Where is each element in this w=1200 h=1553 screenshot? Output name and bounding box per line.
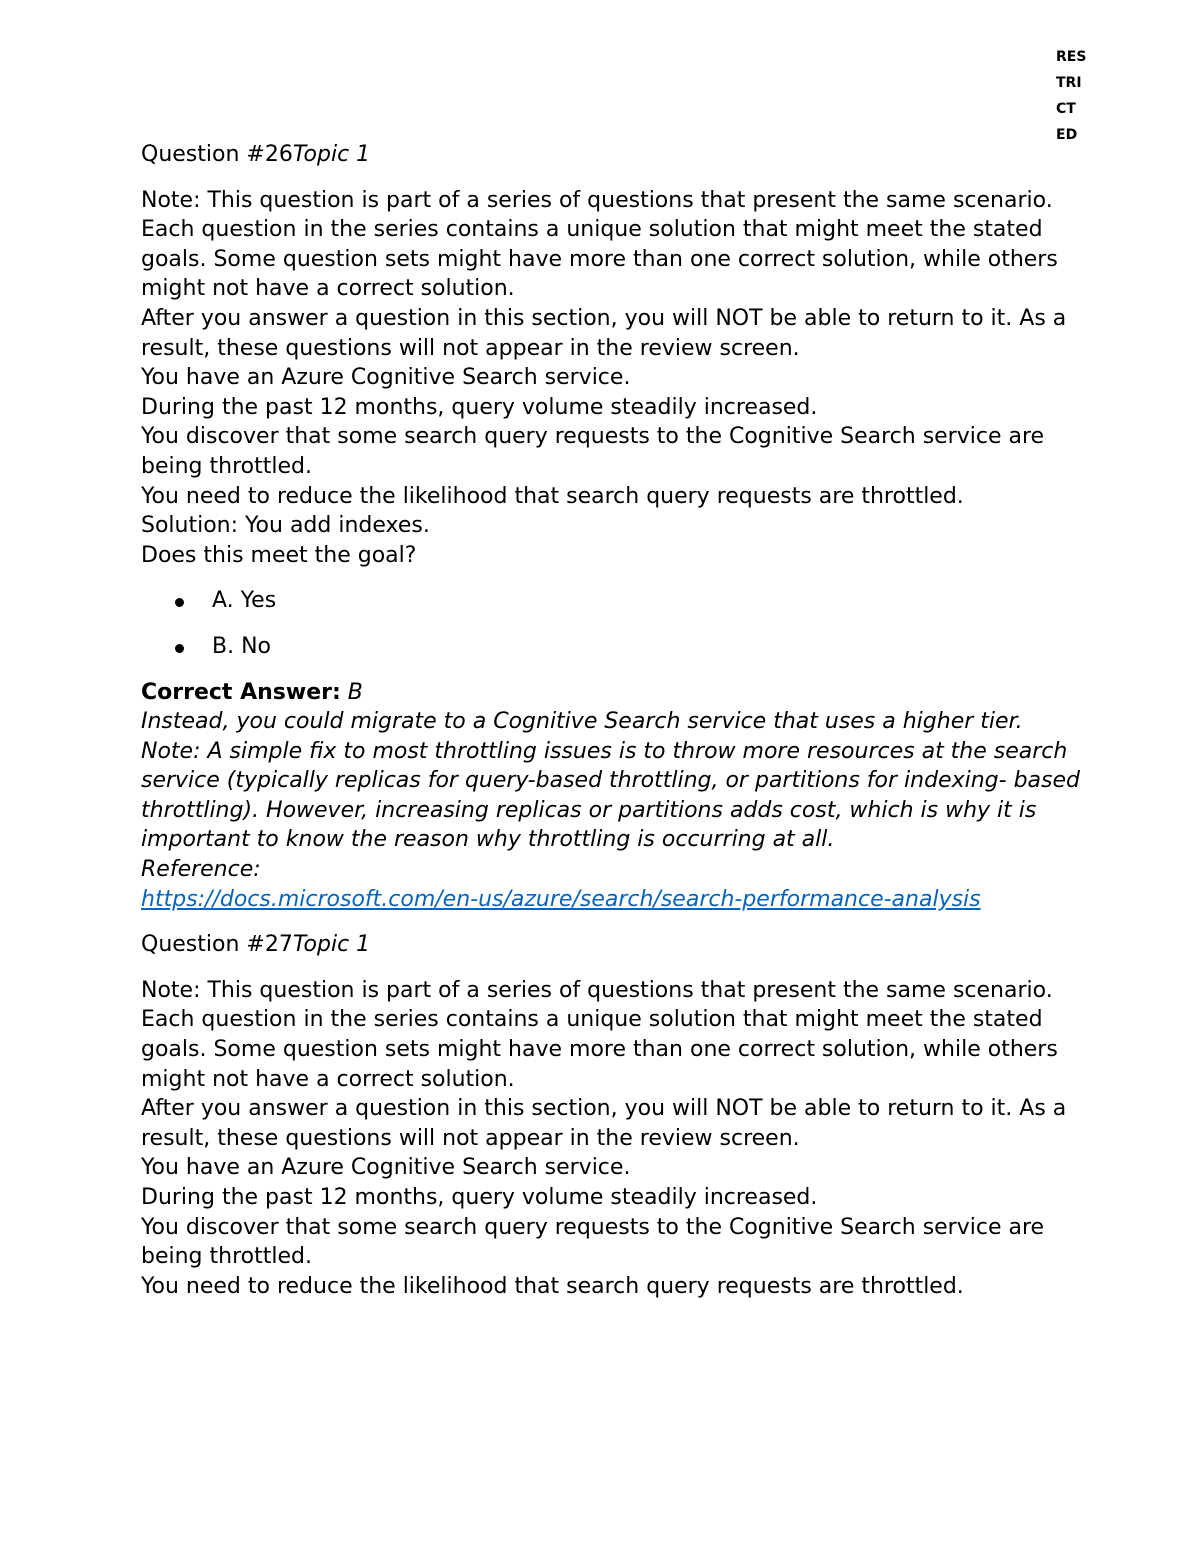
document-body (141, 140, 1081, 1301)
question-26 (141, 140, 1081, 914)
question-number: Question #27 (141, 932, 293, 958)
reference-link[interactable]: https://docs.microsoft.com/en-us/azure/search/search-performance-analysis (141, 886, 981, 912)
question-text: You need to reduce the likelihood that search query requests are throttled. (141, 1273, 964, 1299)
stamp-line: ED (1056, 127, 1078, 143)
question-topic: Topic 1 (292, 142, 371, 167)
answer-option[interactable] (141, 632, 1081, 662)
stamp-line: RES (1056, 49, 1087, 65)
question-text: Solution: You add indexes. (141, 513, 430, 539)
bullet-icon (175, 644, 184, 653)
question-text: You have an Azure Cognitive Search service. (141, 365, 631, 391)
correct-answer-label: Correct Answer: (141, 679, 341, 705)
answer-option-label: B. No (212, 633, 271, 659)
question-text: Does this meet the goal? (141, 542, 417, 568)
question-text: Note: This question is part of a series of questions that present the same scenario. Each question in the series contains a unique solution that might meet the stated goals. Some question sets might have more than one correct solution, while others might not have a correct solution. (141, 977, 1058, 1092)
explanation-text: Instead, you could migrate to a Cognitive Search service that uses a higher tier. (141, 709, 1023, 735)
question-number: Question #26 (141, 142, 293, 167)
question-text: You discover that some search query requests to the Cognitive Search service are being throttled. (141, 424, 1045, 479)
question-text: You have an Azure Cognitive Search service. (141, 1155, 631, 1181)
question-topic: Topic 1 (292, 932, 371, 958)
question-27 (141, 930, 1081, 1301)
question-text: Note: This question is part of a series of questions that present the same scenario. Each question in the series contains a unique solution that might meet the stated goals. Some question sets might have more than one correct solution, while others might not have a correct solution. (141, 187, 1058, 302)
correct-answer-value: B (340, 679, 363, 705)
question-text: During the past 12 months, query volume steadily increased. (141, 1185, 818, 1210)
explanation-text: Note: A simple fix to most throttling issues is to throw more resources at the search service (typically replicas for query-based throttling, or partitions for indexing- based throttling). However, increasing replicas or partitions adds cost, which is why it is important to know the reason why throttling is occurring at all. (141, 738, 1080, 853)
question-text: You discover that some search query requests to the Cognitive Search service are being throttled. (141, 1214, 1045, 1270)
stamp-line: CT (1056, 101, 1076, 117)
question-text: After you answer a question in this section, you will NOT be able to return to it. As a result, these questions will not appear in the review screen. (141, 1096, 1067, 1151)
question-title (141, 140, 1081, 170)
answer-option-label: A. Yes (212, 588, 277, 614)
stamp-line: TRI (1056, 75, 1082, 91)
question-text: After you answer a question in this section, you will NOT be able to return to it. As a result, these questions will not appear in the review screen. (141, 305, 1067, 361)
reference-label: Reference: (141, 857, 261, 883)
question-text: During the past 12 months, query volume steadily increased. (141, 394, 818, 420)
restricted-stamp (1056, 44, 1096, 148)
correct-answer (141, 678, 1081, 708)
question-text: You need to reduce the likelihood that search query requests are throttled. (141, 483, 964, 509)
answer-options (141, 586, 1081, 661)
bullet-icon (175, 598, 184, 607)
question-title (141, 930, 1081, 960)
answer-option[interactable] (141, 586, 1081, 616)
